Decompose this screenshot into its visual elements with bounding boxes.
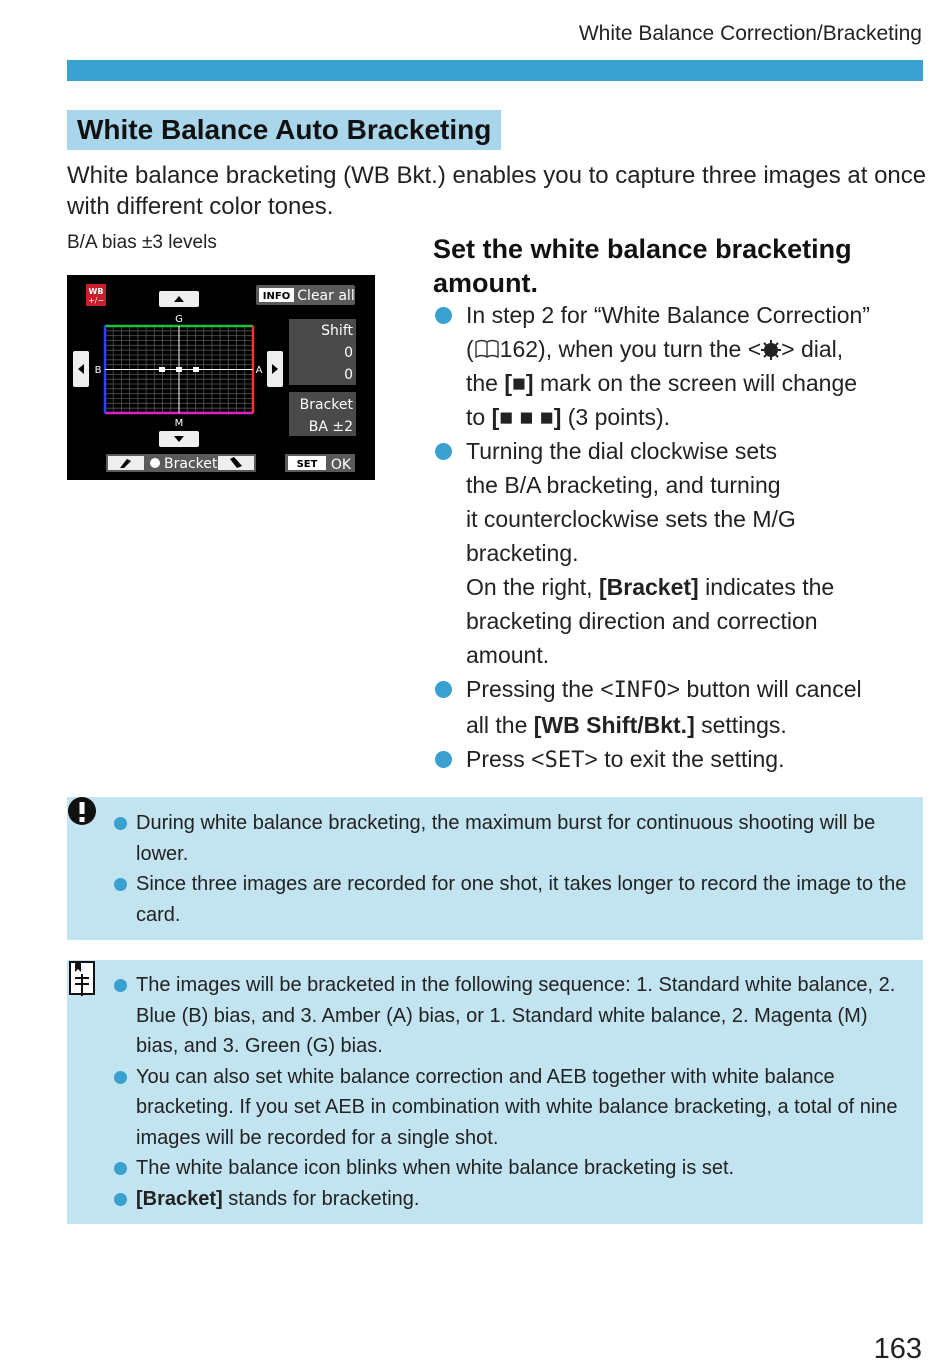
set-button-glyph: SET: [544, 748, 585, 773]
wb-badge-text: WB: [88, 287, 104, 296]
right-arrow-button[interactable]: [267, 351, 283, 387]
set-badge: SET: [296, 459, 318, 470]
note-item: The images will be bracketed in the following sequence: 1. Standard white balance, 2. Blue (B) bias, and 3. Amber (A) bias, or 1. Standard white balance, 2. Magenta (M) bias, and 3. Green (G) bias.: [114, 970, 909, 1062]
main-dial-icon: [761, 335, 781, 355]
dial-bracket-label: Bracket: [164, 456, 218, 472]
note-list: [114, 970, 909, 1214]
header-bar: [67, 60, 923, 81]
intro-paragraph: White balance bracketing (WB Bkt.) enables you to capture three images at once with different color tones.: [67, 162, 927, 220]
bracket-value: BA ±2: [308, 419, 353, 435]
info-button-glyph: INFO: [613, 678, 667, 703]
up-arrow-button[interactable]: [159, 291, 199, 307]
caution-box: [67, 797, 923, 940]
step-bullets: [433, 298, 928, 778]
shift-value-2: 0: [344, 367, 353, 383]
bracket-point-a: [193, 367, 199, 372]
caution-item: Since three images are recorded for one shot, it takes longer to record the image to the card.: [114, 869, 909, 930]
shift-value-1: 0: [344, 345, 353, 361]
bracket-point-center: [176, 367, 182, 372]
bullet-set-exit: Press <SET> to exit the setting.: [433, 742, 928, 778]
note-item: The white balance icon blinks when white balance bracketing is set.: [114, 1153, 909, 1184]
label-m: M: [174, 418, 184, 429]
camera-screen-illustration: [67, 275, 375, 480]
caution-item: During white balance bracketing, the maximum burst for continuous shooting will be lower.: [114, 808, 909, 869]
label-b: B: [94, 365, 102, 376]
wb-shift-screen: [67, 275, 375, 480]
bullet-dot-icon: [435, 443, 452, 460]
info-badge: INFO: [262, 291, 291, 302]
dial-icon: [150, 458, 160, 468]
step-title: Set the white balance bracketing amount.: [433, 234, 852, 298]
bracket-point-b: [159, 367, 165, 372]
note-item: [Bracket] stands for bracketing.: [114, 1184, 909, 1215]
note-item: You can also set white balance correction and AEB together with white balance bracketing. If you set AEB in combination with white balance bracketing, a total of nine images will be recorded for a single shot.: [114, 1062, 909, 1154]
bullet-dot-icon: [435, 307, 452, 324]
book-ref-icon: [474, 335, 500, 357]
note-box: [67, 960, 923, 1224]
section-title: White Balance Auto Bracketing: [67, 110, 501, 150]
down-arrow-button[interactable]: [159, 431, 199, 447]
wb-badge-sub: +/−: [87, 296, 105, 305]
bracket-label: Bracket: [299, 397, 353, 413]
clear-all-button[interactable]: [256, 285, 355, 305]
ok-label: OK: [330, 457, 352, 473]
memo-note-icon: [67, 960, 97, 1005]
figure-caption: B/A bias ±3 levels: [67, 232, 217, 253]
bullet-dial: In step 2 for “White Balance Correction” ( 162), when you turn the < > dial, the [■] mark on the screen will change to [■ ■ ■] (3 points).: [433, 298, 928, 434]
bullet-dot-icon: [435, 681, 452, 698]
bullet-dot-icon: [435, 751, 452, 768]
wb-badge-icon: [86, 284, 106, 306]
label-a: A: [255, 365, 263, 376]
dial-bracket-control[interactable]: [106, 454, 256, 472]
bullet-info-cancel: Pressing the <INFO> button will cancel all the [WB Shift/Bkt.] settings.: [433, 672, 928, 742]
running-header: White Balance Correction/Bracketing: [578, 22, 922, 45]
clear-all-label: Clear all: [297, 288, 355, 304]
label-g: G: [175, 314, 183, 325]
caution-list: [114, 808, 909, 930]
caution-icon: [67, 797, 99, 834]
page-number: 163: [873, 1333, 922, 1365]
shift-label: Shift: [321, 323, 353, 339]
left-arrow-button[interactable]: [73, 351, 89, 387]
bullet-direction: Turning the dial clockwise sets the B/A bracketing, and turning it counterclockwise sets the M/G bracketing. On the right, [Bracket] indicates the bracketing direction and correction amount.: [433, 434, 928, 672]
wb-grid: [105, 326, 253, 413]
set-ok-button[interactable]: [285, 454, 355, 473]
